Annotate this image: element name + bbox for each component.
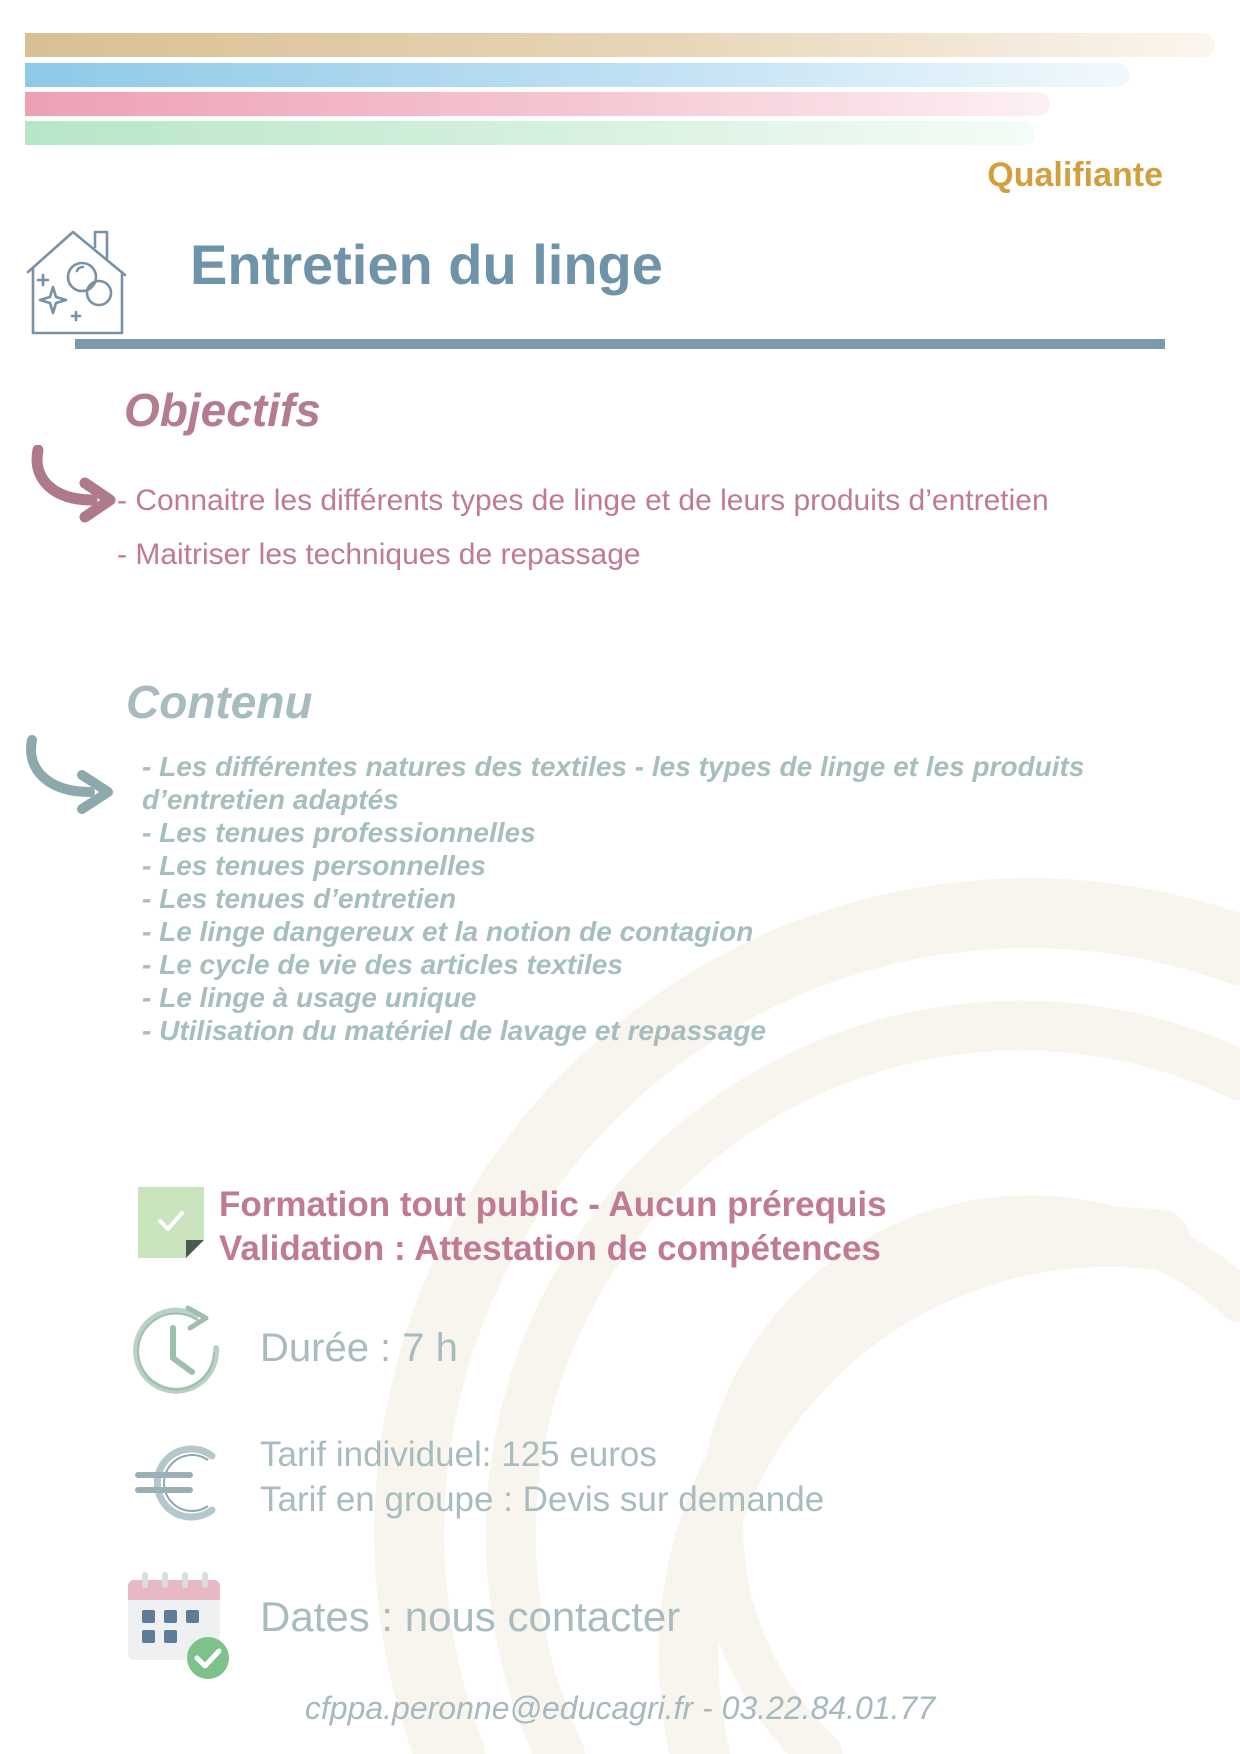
contenu-item: - Les tenues personnelles — [142, 850, 486, 881]
house-cleaning-icon — [25, 227, 130, 337]
contenu-item: - Utilisation du matériel de lavage et repassage — [142, 1015, 766, 1046]
contact-footer — [0, 1690, 1240, 1727]
objectif-item: - Connaitre les différents types de linge et de leurs produits d’entretien — [117, 484, 1049, 517]
dates-text: Dates : nous contacter — [260, 1593, 681, 1640]
contenu-item: - Les tenues professionnelles — [142, 817, 536, 848]
curved-arrow-icon — [30, 445, 120, 535]
objectif-item: - Maitriser les techniques de repassage — [117, 538, 641, 571]
contenu-item: - Le linge à usage unique — [142, 982, 477, 1013]
title-divider — [75, 339, 1165, 349]
tarif-groupe: Tarif en groupe : Devis sur demande — [260, 1480, 825, 1519]
decor-stripe-gold — [25, 33, 1215, 57]
tarif-individuel: Tarif individuel: 125 euros — [260, 1435, 657, 1474]
validation-text: Validation : Attestation de compétences — [219, 1229, 881, 1268]
contenu-item: - Le cycle de vie des articles textiles — [142, 949, 623, 980]
euro-icon — [134, 1438, 224, 1528]
tarif-info — [260, 1432, 824, 1522]
contenu-item: - Le linge dangereux et la notion de contagion — [142, 916, 754, 947]
contenu-heading: Contenu — [126, 676, 313, 728]
contenu-list — [142, 750, 1142, 1047]
public-text: Formation tout public - Aucun prérequis — [219, 1185, 887, 1224]
contenu-item: - Les tenues d’entretien — [142, 883, 457, 914]
calendar-check-icon — [126, 1570, 234, 1680]
check-note-icon — [136, 1185, 206, 1260]
page-title: Entretien du linge — [190, 233, 663, 296]
curved-arrow-icon — [24, 735, 114, 825]
formation-info — [219, 1183, 887, 1271]
qualification-badge: Qualifiante — [987, 156, 1163, 194]
decor-stripe-pink — [25, 92, 1050, 116]
decor-stripe-blue — [25, 63, 1130, 87]
duree-text: Durée : 7 h — [260, 1326, 458, 1370]
contact-text[interactable]: cfppa.peronne@educagri.fr - 03.22.84.01.77 — [304, 1690, 936, 1726]
objectifs-heading: Objectifs — [124, 384, 321, 436]
clock-icon — [128, 1302, 228, 1402]
objectifs-list — [117, 483, 1049, 591]
contenu-item: - Les différentes natures des textiles - les types de linge et les produits d’entretien adaptés — [142, 751, 1085, 815]
decor-stripe-green — [25, 121, 1035, 145]
